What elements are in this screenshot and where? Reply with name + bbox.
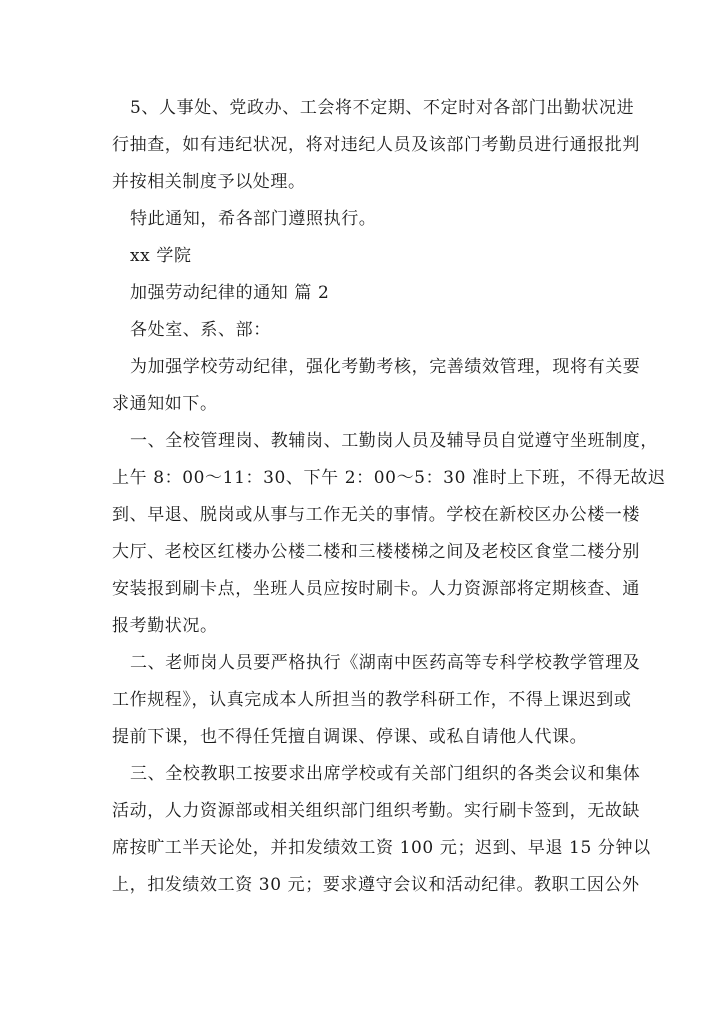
paragraph-line: 5、人事处、党政办、工会将不定期、不定时对各部门出勤状况进 [130,98,635,118]
signature-org: xx 学院 [130,246,192,266]
paragraph-line: 活动，人力资源部或相关组织部门组织考勤。实行刷卡签到，无故缺 [112,801,640,821]
paragraph-line: 报考勤状况。 [112,616,218,636]
paragraph-line: 安装报到刷卡点，坐班人员应按时刷卡。人力资源部将定期核查、通 [112,579,640,599]
paragraph-line: 二、老师岗人员要严格执行《湖南中医药高等专科学校教学管理及 [130,653,641,673]
paragraph-line: 上午 8：00～11：30、下午 2：00～5：30 准时上下班，不得无故迟 [112,468,666,488]
paragraph-line: 行抽查，如有违纪状况，将对违纪人员及该部门考勤员进行通报批判 [112,135,640,155]
paragraph-line: 求通知如下。 [112,394,218,414]
paragraph-line: 并按相关制度予以处理。 [112,172,306,192]
paragraph-line: 上，扣发绩效工资 30 元；要求遵守会议和活动纪律。教职工因公外 [112,875,640,895]
paragraph-line: 一、全校管理岗、教辅岗、工勤岗人员及辅导员自觉遵守坐班制度， [130,431,658,451]
paragraph-line: 提前下课，也不得任凭擅自调课、停课、或私自请他人代课。 [112,727,588,747]
paragraph-line: 席按旷工半天论处，并扣发绩效工资 100 元；迟到、早退 15 分钟以 [112,838,651,858]
paragraph-line: 大厅、老校区红楼办公楼二楼和三楼楼梯之间及老校区食堂二楼分别 [112,542,640,562]
salutation: 各处室、系、部： [130,320,271,340]
paragraph-line: 为加强学校劳动纪律，强化考勤考核，完善绩效管理，现将有关要 [130,357,641,377]
paragraph-line: 特此通知，希各部门遵照执行。 [130,209,377,229]
paragraph-line: 到、早退、脱岗或从事与工作无关的事情。学校在新校区办公楼一楼 [112,505,640,525]
paragraph-line: 工作规程》，认真完成本人所担当的教学科研工作，不得上课迟到或 [112,690,632,710]
section-title: 加强劳动纪律的通知 篇 2 [130,283,330,303]
paragraph-line: 三、全校教职工按要求出席学校或有关部门组织的各类会议和集体 [130,764,641,784]
